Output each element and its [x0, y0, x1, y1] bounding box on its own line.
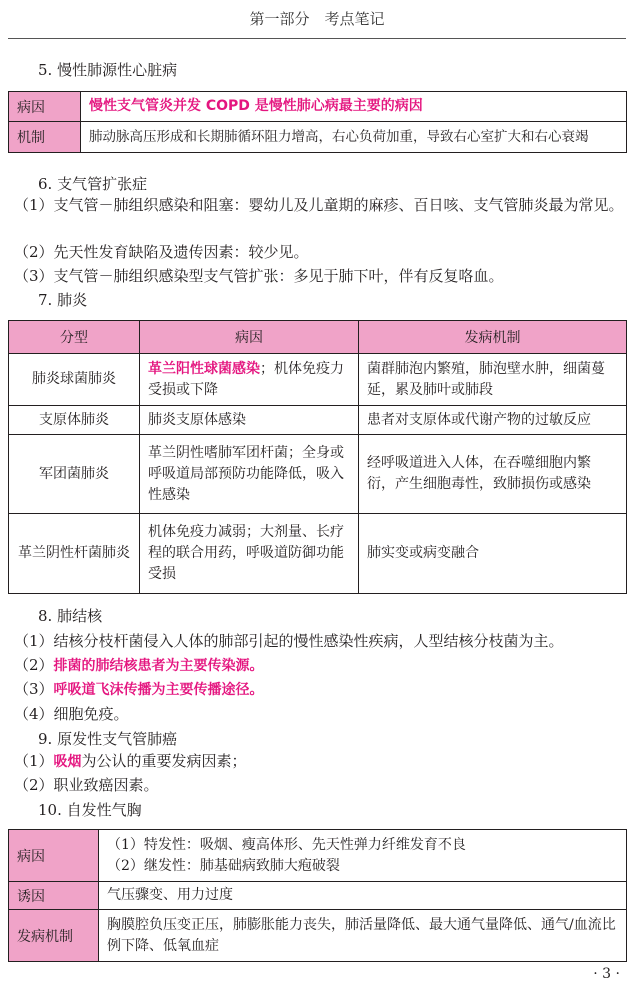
mechanism-cell: 经呼吸道进入人体，在吞噬细胞内繁衍，产生细胞毒性，致肺损伤或感染	[359, 435, 627, 514]
s10-table	[8, 829, 627, 962]
list-item: （4）细胞免疫。	[14, 705, 129, 723]
s5-table	[8, 91, 627, 153]
list-item	[14, 653, 624, 679]
running-header: 第一部分 考点笔记	[249, 10, 385, 28]
row-label: 机制	[9, 122, 81, 153]
cause-text: ；机体免疫力受损或下降	[148, 360, 344, 398]
cause-cell: 肺炎支原体感染	[140, 406, 359, 435]
table-row	[9, 830, 627, 882]
item-number: （2）	[14, 656, 54, 674]
row-content: 气压骤变、用力过度	[99, 882, 627, 910]
page-number: · 3 ·	[593, 966, 620, 982]
list-item: （3）支气管－肺组织感染型支气管扩张：多见于肺下叶，伴有反复咯血。	[14, 267, 504, 285]
section-5-heading: 5. 慢性肺源性心脏病	[38, 61, 178, 79]
list-item: （1）支气管－肺组织感染和阻塞：婴幼儿及儿童期的麻疹、百日咳、支气管肺炎最为常见。	[14, 196, 624, 214]
item-number: （3）	[14, 680, 54, 698]
mechanism-cell: 肺实变或病变融合	[359, 514, 627, 594]
column-header: 病因	[140, 321, 359, 354]
s7-table	[8, 320, 627, 594]
type-cell: 军团菌肺炎	[9, 435, 140, 514]
table-row	[9, 406, 627, 435]
row-label: 发病机制	[9, 910, 99, 962]
section-10-heading: 10. 自发性气胸	[38, 801, 142, 819]
row-line: （2）继发性：肺基础病致肺大疱破裂	[107, 857, 340, 874]
section-6-heading: 6. 支气管扩张症	[38, 175, 148, 193]
row-label: 诱因	[9, 882, 99, 910]
cause-highlight: 革兰阳性球菌感染	[148, 360, 260, 377]
table-row	[9, 882, 627, 910]
type-cell: 支原体肺炎	[9, 406, 140, 435]
cause-cell: 机体免疫力减弱；大剂量、长疗程的联合用药，呼吸道防御功能受损	[140, 514, 359, 594]
mechanism-cell: 患者对支原体或代谢产物的过敏反应	[359, 406, 627, 435]
section-7-heading: 7. 肺炎	[38, 291, 88, 309]
row-label: 病因	[9, 830, 99, 882]
section-9-heading: 9. 原发性支气管肺癌	[38, 730, 178, 748]
column-header: 分型	[9, 321, 140, 354]
row-content: 胸膜腔负压变正压，肺膨胀能力丧失，肺活量降低、最大通气量降低、通气/血流比例下降、低氧血症	[99, 910, 627, 962]
item-number: （1）	[14, 752, 54, 770]
list-item	[14, 749, 624, 775]
cause-cell: 革兰阴性嗜肺军团杆菌；全身或呼吸道局部预防功能降低，吸入性感染	[140, 435, 359, 514]
mechanism-cell: 菌群肺泡内繁殖，肺泡壁水肿，细菌蔓延，累及肺叶或肺段	[359, 354, 627, 406]
table-row	[9, 910, 627, 962]
column-header: 发病机制	[359, 321, 627, 354]
header-rule	[8, 38, 626, 39]
cause-cell	[140, 354, 359, 406]
item-text: 为公认的重要发病因素；	[81, 752, 247, 770]
row-content	[99, 830, 627, 882]
row-label: 病因	[9, 92, 81, 122]
table-row	[9, 435, 627, 514]
table-row	[9, 122, 627, 153]
highlight-text: 呼吸道飞沫传播为主要传播途径。	[53, 682, 264, 698]
type-cell: 革兰阴性杆菌肺炎	[9, 514, 140, 594]
list-item: （2）先天性发育缺陷及遗传因素：较少见。	[14, 243, 309, 261]
highlight-text: 排菌的肺结核患者为主要传染源。	[53, 658, 264, 674]
table-row	[9, 514, 627, 594]
table-row	[9, 354, 627, 406]
row-content: 肺动脉高压形成和长期肺循环阻力增高，右心负荷加重，导致右心室扩大和右心衰竭	[81, 122, 627, 153]
list-item: （2）职业致癌因素。	[14, 776, 159, 794]
list-item: （1）结核分枝杆菌侵入人体的肺部引起的慢性感染性疾病，人型结核分枝菌为主。	[14, 632, 564, 650]
table-header-row	[9, 321, 627, 354]
list-item	[14, 677, 624, 703]
table-row	[9, 92, 627, 122]
highlight-text: 吸烟	[53, 754, 82, 770]
row-line: （1）特发性：吸烟、瘦高体形、先天性弹力纤维发育不良	[107, 836, 466, 853]
row-content: 慢性支气管炎并发 COPD 是慢性肺心病最主要的病因	[81, 92, 627, 122]
section-8-heading: 8. 肺结核	[38, 607, 103, 625]
type-cell: 肺炎球菌肺炎	[9, 354, 140, 406]
